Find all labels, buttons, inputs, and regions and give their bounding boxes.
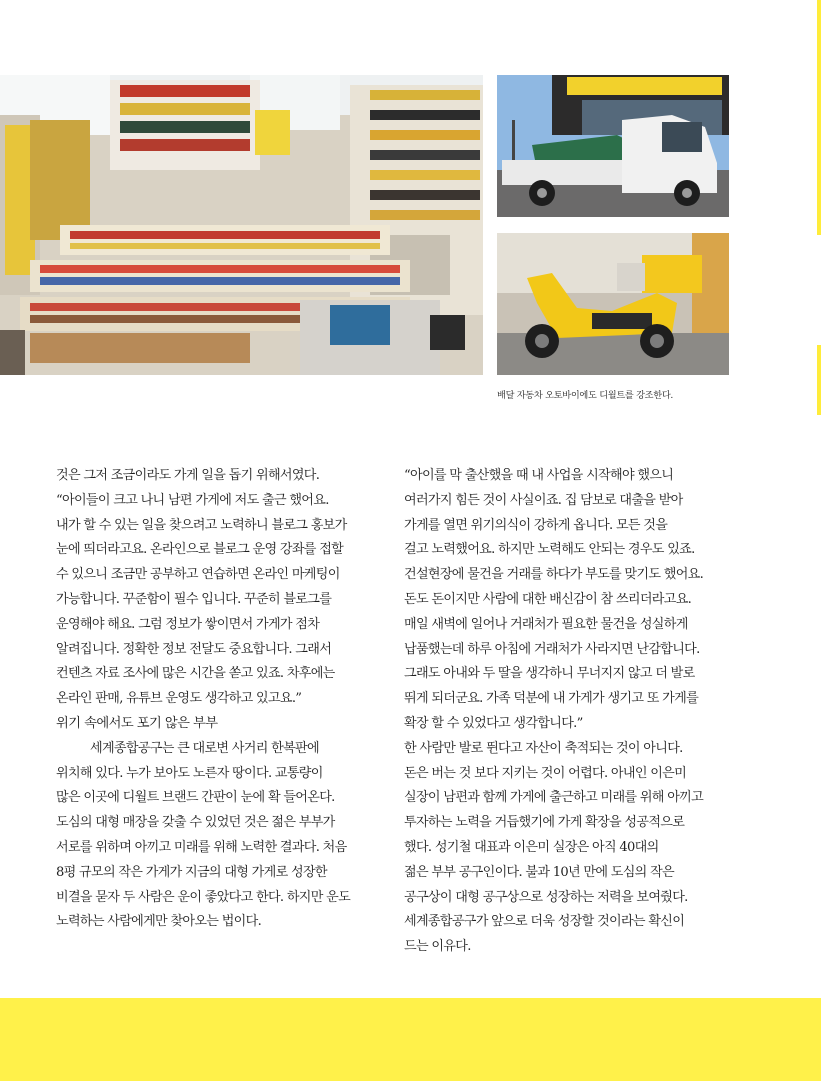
edge-strip-middle [817, 345, 821, 415]
text-line: 매일 새벽에 일어나 거래처가 필요한 물건을 성실하게 [404, 616, 688, 632]
text-line: 컨텐츠 자료 조사에 많은 시간을 쏟고 있죠. 차후에는 [56, 666, 335, 682]
text-line: 걸고 노력했어요. 하지만 노력해도 안되는 경우도 있죠. [404, 542, 695, 558]
article-column-right [404, 464, 734, 960]
text-line: 내가 할 수 있는 일을 찾으려고 노력하니 블로그 홍보가 [56, 517, 347, 533]
delivery-truck-photo [497, 75, 729, 217]
text-line: 알려집니다. 정확한 정보 전달도 중요합니다. 그래서 [56, 641, 332, 657]
text-line: 납품했는데 하루 아침에 거래처가 사라지면 난감합니다. [404, 641, 700, 657]
article-column-left [56, 464, 386, 935]
text-line: 뛰게 되더군요. 가족 덕분에 내 가게가 생기고 또 가게를 [404, 691, 699, 707]
text-line: “아이를 막 출산했을 때 내 사업을 시작해야 했으니 [404, 468, 674, 483]
text-line: 세계종합공구가 앞으로 더욱 성장할 것이라는 확신이 [404, 914, 685, 930]
text-line: 눈에 띄더라고요. 온라인으로 블로그 운영 강좌를 접할 [56, 542, 344, 558]
store-interior-photo [0, 75, 483, 375]
text-line: 온라인 판매, 유튜브 운영도 생각하고 있고요.” [56, 691, 302, 707]
text-line: 여러가지 힘든 것이 사실이죠. 집 담보로 대출을 받아 [404, 492, 683, 508]
text-line: 운영해야 해요. 그럼 정보가 쌓이면서 가게가 점차 [56, 616, 320, 632]
text-line: 그래도 아내와 두 딸을 생각하니 무너지지 않고 더 발로 [404, 666, 695, 682]
text-line: 건설현장에 물건을 거래를 하다가 부도를 맞기도 했어요. [404, 567, 704, 583]
text-line: 세계종합공구는 큰 대로변 사거리 한복판에 [90, 740, 319, 756]
text-line: “아이들이 크고 나니 남편 가게에 저도 출근 했어요. [56, 492, 329, 508]
text-line: 투자하는 노력을 거듭했기에 가게 확장을 성공적으로 [404, 815, 685, 831]
footer-band [0, 998, 821, 1081]
text-line: 한 사람만 발로 뛴다고 자산이 축적되는 것이 아니다. [404, 740, 683, 756]
text-line: 돈은 버는 것 보다 지키는 것이 어렵다. 아내인 이은미 [404, 765, 687, 781]
photo-caption: 배달 자동차 오토바이에도 디월트를 강조한다. [497, 390, 674, 401]
text-line: 드는 이유다. [404, 939, 471, 955]
text-line: 도심의 대형 매장을 갖출 수 있었던 것은 젊은 부부가 [56, 815, 335, 831]
section-heading: 위기 속에서도 포기 않은 부부 [56, 715, 218, 731]
text-line: 공구상이 대형 공구상으로 성장하는 저력을 보여줬다. [404, 889, 688, 905]
text-line: 젊은 부부 공구인이다. 불과 10년 만에 도심의 작은 [404, 864, 674, 880]
text-line: 위치해 있다. 누가 보아도 노른자 땅이다. 교통량이 [56, 765, 323, 781]
text-line: 노력하는 사람에게만 찾아오는 법이다. [56, 914, 262, 930]
text-line: 8평 규모의 작은 가게가 지금의 대형 가게로 성장한 [56, 864, 327, 880]
edge-strip-top [817, 0, 821, 235]
delivery-scooter-photo [497, 233, 729, 375]
text-line: 서로를 위하며 아끼고 미래를 위해 노력한 결과다. 처음 [56, 839, 347, 855]
text-line: 비결을 묻자 두 사람은 운이 좋았다고 한다. 하지만 운도 [56, 889, 351, 905]
text-line: 수 있으니 조금만 공부하고 연습하면 온라인 마케팅이 [56, 567, 340, 583]
text-line: 가게를 열면 위기의식이 강하게 옵니다. 모든 것을 [404, 517, 668, 533]
text-line: 실장이 남편과 함께 가게에 출근하고 미래를 위해 아끼고 [404, 790, 704, 806]
text-line: 했다. 성기철 대표과 이은미 실장은 아직 40대의 [404, 839, 659, 855]
text-line: 것은 그저 조금이라도 가게 일을 돕기 위해서였다. [56, 468, 320, 483]
text-line: 많은 이곳에 디월트 브랜드 간판이 눈에 확 들어온다. [56, 790, 335, 806]
text-line: 확장 할 수 있었다고 생각합니다.” [404, 715, 583, 731]
text-line: 가능합니다. 꾸준함이 필수 입니다. 꾸준히 블로그를 [56, 591, 332, 607]
text-line: 돈도 돈이지만 사람에 대한 배신감이 참 쓰리더라고요. [404, 591, 692, 607]
